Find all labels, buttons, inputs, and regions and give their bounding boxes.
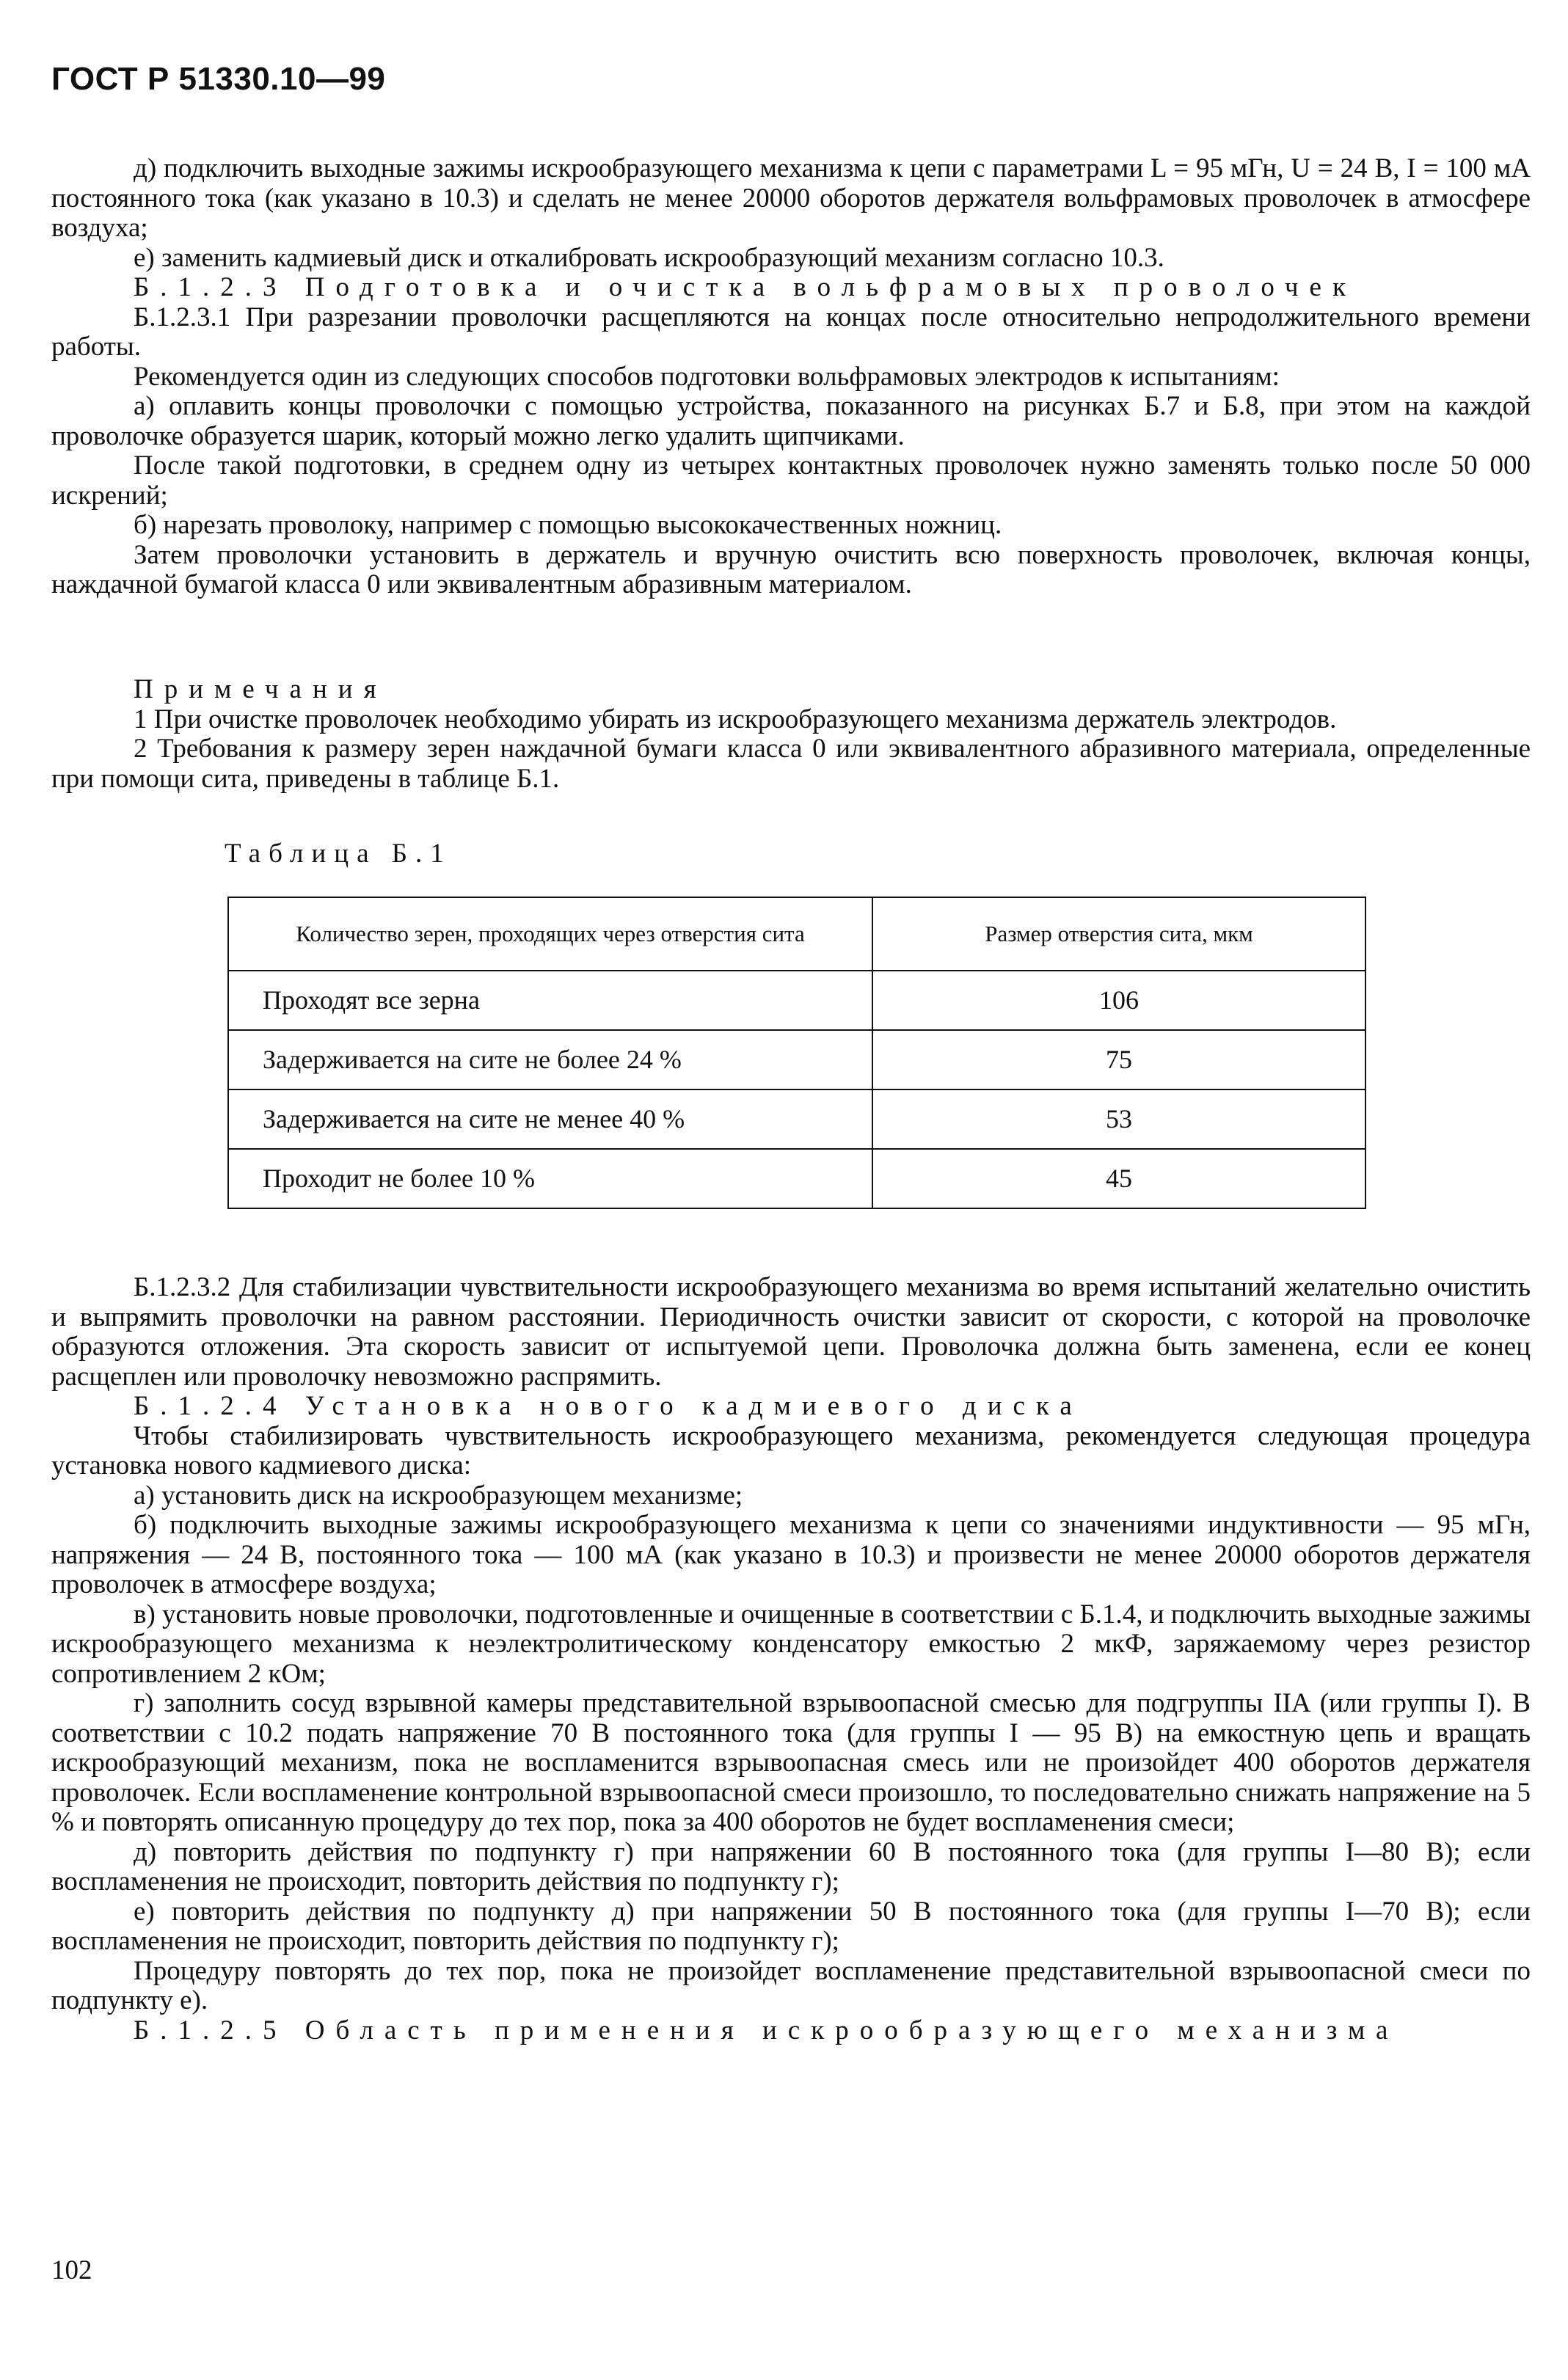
table-row: [228, 1030, 1365, 1089]
table-caption: Таблица Б.1: [225, 839, 452, 869]
paragraph-step-e: е) повторить действия по подпункту д) при напряжении 50 В постоянного тока (для группы I—70 В); если воспламенения не происходит, повторить действия по подпункту г);: [51, 1896, 1531, 1956]
paragraph-step-b: б) подключить выходные зажимы искрообразующего механизма к цепи со значениями индуктивности — 95 мГн, напряжения — 24 В, постоянного тока — 100 мА (как указано в 10.3) и произвести не менее 20000 оборотов держателя проволочек в атмосфере воздуха;: [51, 1510, 1531, 1599]
paragraph-b1231: Б.1.2.3.1 При разрезании проволочки расщепляются на концах после относительно непродолжительного времени работы.: [51, 302, 1531, 362]
notes-title: Примечания: [134, 674, 387, 704]
document-header: ГОСТ Р 51330.10—99: [51, 61, 386, 97]
table-row: [228, 1149, 1365, 1208]
table-cell-grains: Проходят все зерна: [228, 971, 872, 1030]
table-cell-size: 53: [872, 1089, 1365, 1149]
table-header-cell: Количество зерен, проходящих через отверстия сита: [228, 897, 872, 971]
table-cell-size: 75: [872, 1030, 1365, 1089]
sieve-table: [227, 897, 1366, 1209]
paragraph-after-prep: После такой подготовки, в среднем одну из четырех контактных проволочек нужно заменять только после 50 000 искрений;: [51, 450, 1531, 511]
paragraph-method-a: а) оплавить концы проволочки с помощью устройства, показанного на рисунках Б.7 и Б.8, при этом на каждой проволочке образуется шарик, который можно легко удалить щипчиками.: [51, 391, 1531, 451]
paragraph-repeat: Процедуру повторять до тех пор, пока не произойдет воспламенение представительной взрывоопасной смеси по подпункту е).: [51, 1955, 1531, 2015]
paragraph-methods-intro: Рекомендуется один из следующих способов подготовки вольфрамовых электродов к испытаниям:: [134, 361, 1280, 392]
table-cell-grains: Задерживается на сите не менее 40 %: [228, 1089, 872, 1149]
table-cell-grains: Задерживается на сите не более 24 %: [228, 1030, 872, 1089]
subsection-heading-b125: Б.1.2.5 Область применения искрообразующего механизма: [134, 2015, 1399, 2045]
paragraph-step-g: г) заполнить сосуд взрывной камеры представительной взрывоопасной смесью для подгруппы IIA (или группы I). В соответствии с 10.2 подать напряжение 70 В постоянного тока (для группы I — 95 В) на емкостную цепь и вращать искрообразующий механизм, пока не воспламенится взрывоопасная смесь или не произойдет 400 оборотов держателя проволочек. Если воспламенение контрольной взрывоопасной смеси произошло, то последовательно снижать напряжение на 5 % и повторять описанную процедуру до тех пор, пока за 400 оборотов не будет воспламенения смеси;: [51, 1688, 1531, 1837]
subsection-heading-b124: Б.1.2.4 Установка нового кадмиевого диска: [134, 1391, 1083, 1421]
table-cell-size: 45: [872, 1149, 1365, 1208]
paragraph-step-d: д) повторить действия по подпункту г) при напряжении 60 В постоянного тока (для группы I—80 В); если воспламенения не происходит, повторить действия по подпункту г);: [51, 1836, 1531, 1897]
paragraph-item-e: е) заменить кадмиевый диск и откалибровать искрообразующий механизм согласно 10.3.: [134, 242, 1164, 273]
table-header-cell: Размер отверстия сита, мкм: [872, 897, 1365, 971]
note-item-2: 2 Требования к размеру зерен наждачной бумаги класса 0 или эквивалентного абразивного материала, определенные при помощи сита, приведены в таблице Б.1.: [51, 734, 1531, 794]
table-cell-size: 106: [872, 971, 1365, 1030]
paragraph-procedure-intro: Чтобы стабилизировать чувствительность искрообразующего механизма, рекомендуется следующая процедура установка нового кадмиевого диска:: [51, 1420, 1531, 1481]
table-cell-grains: Проходит не более 10 %: [228, 1149, 872, 1208]
subsection-heading-b123: Б.1.2.3 Подготовка и очистка вольфрамовых проволочек: [134, 272, 1357, 302]
note-item-1: 1 При очистке проволочек необходимо убирать из искрообразующего механизма держатель электродов.: [134, 704, 1337, 734]
table-row: [228, 1089, 1365, 1149]
paragraph-cleaning: Затем проволочки установить в держатель и вручную очистить всю поверхность проволочек, включая концы, наждачной бумагой класса 0 или эквивалентным абразивным материалом.: [51, 539, 1531, 599]
paragraph-item-d: д) подключить выходные зажимы искрообразующего механизма к цепи с параметрами L = 95 мГн, U = 24 В, I = 100 мА постоянного тока (как указано в 10.3) и сделать не менее 20000 оборотов держателя вольфрамовых проволочек в атмосфере воздуха;: [51, 153, 1531, 243]
table-row: [228, 971, 1365, 1030]
paragraph-step-v: в) установить новые проволочки, подготовленные и очищенные в соответствии с Б.1.4, и подключить выходные зажимы искрообразующего механизма к неэлектролитическому конденсатору емкостью 2 мкФ, заряжаемому через резистор сопротивлением 2 кОм;: [51, 1599, 1531, 1689]
paragraph-method-b: б) нарезать проволоку, например с помощью высококачественных ножниц.: [134, 510, 1002, 540]
page-number: 102: [51, 2255, 92, 2285]
section-b123: [51, 154, 1531, 600]
paragraph-b1232: Б.1.2.3.2 Для стабилизации чувствительности искрообразующего механизма во время испытаний желательно очистить и выпрямить проволочки на равном расстоянии. Периодичность очистки зависит от скорости, с которой на проволочке образуются отложения. Эта скорость зависит от испытуемой цепи. Проволочка должна быть заменена, если ее конец расщеплен или проволочку невозможно распрямить.: [51, 1272, 1531, 1392]
paragraph-step-a: а) установить диск на искрообразующем механизме;: [134, 1480, 743, 1511]
notes-block: [51, 675, 1531, 794]
section-b1232-b125: [51, 1273, 1531, 2045]
table-header-row: [228, 897, 1365, 971]
